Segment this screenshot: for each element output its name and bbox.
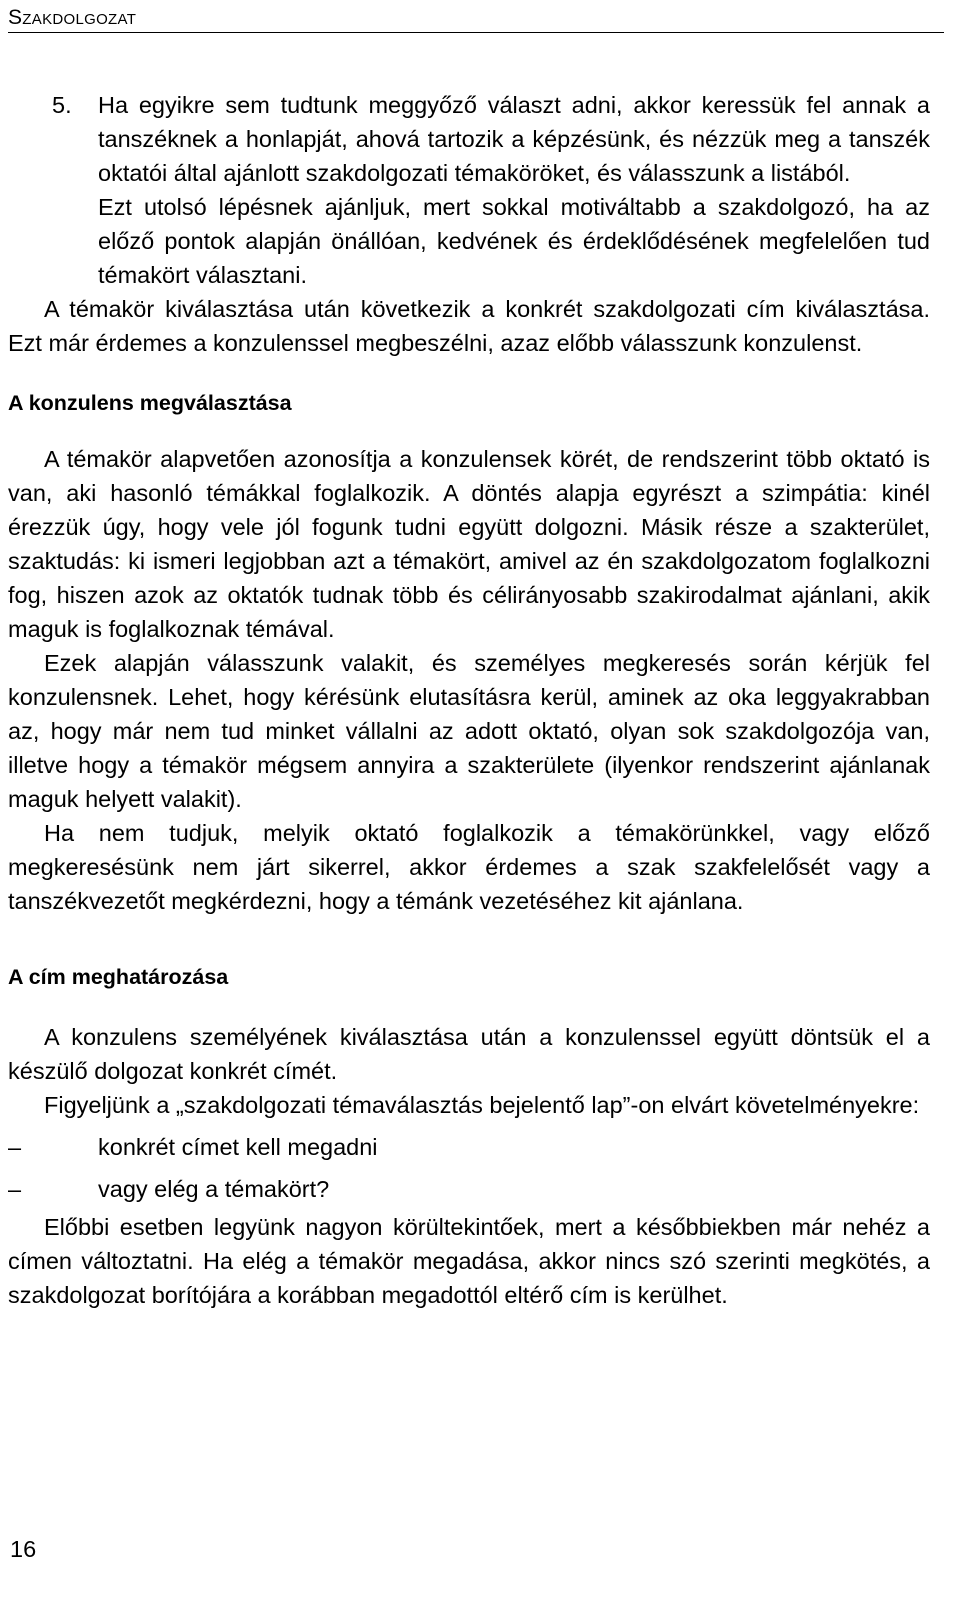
paragraph: Figyeljünk a „szakdolgozati témaválasztás bejelentő lap”-on elvárt követelményekre: (44, 1092, 920, 1118)
list-item (8, 1172, 930, 1206)
list-item-text: vagy elég a témakört? (98, 1176, 330, 1202)
paragraph: Ezek alapján válasszunk valakit, és személyes megkeresés során kérjük fel konzulensnek. Lehet, hogy kérésünk elutasításra kerül, aminek az oka leggyakrabban az, hogy már nem tud minket vállalni az adott oktató, olyan sok szakdolgozója van, illetve hogy a témakör mégsem annyira a szakterülete (ilyenkor rendszerint ajánlanak maguk helyett valakit). (8, 650, 930, 812)
paragraph: A témakör alapvetően azonosítja a konzulensek körét, de rendszerint több oktató is van, aki hasonló témákkal foglalkozik. A döntés alapja egyrészt a szimpátia: kinél érezzük úgy, hogy vele jól fogunk tudni együtt dolgozni. Másik része a szakterület, szaktudás: ki ismeri legjobban azt a témakört, amivel az én szakdolgozatom foglalkozni fog, hiszen azok az oktatók tudnak több és célirányosabb szakirodalmat ajánlani, akik maguk is foglalkoznak témával. (8, 446, 930, 642)
dash-list (8, 1130, 930, 1206)
paragraph: Előbbi esetben legyünk nagyon körültekintőek, mert a későbbiekben már nehéz a címen változtatni. Ha elég a témakör megadása, akkor nincs szó szerinti megkötés, a szakdolgozat borítójára a korábban megadottól eltérő cím is kerülhet. (8, 1214, 930, 1308)
dash-bullet: – (8, 1134, 22, 1160)
list-item (8, 1130, 930, 1164)
running-header (8, 2, 944, 33)
paragraph: A témakör kiválasztása után következik a konkrét szakdolgozati cím kiválasztása. Ezt már érdemes a konzulenssel megbeszélni, azaz előbb válasszunk konzulenst. (8, 296, 930, 356)
section-heading: A konzulens megválasztása (8, 391, 292, 415)
paragraph: A konzulens személyének kiválasztása után a konzulenssel együtt döntsük el a készülő dolgozat konkrét címét. (8, 1024, 930, 1084)
list-item-text: konkrét címet kell megadni (98, 1134, 378, 1160)
page-content (8, 88, 930, 1312)
list-item-note: Ezt utolsó lépésnek ajánljuk, mert sokkal motiváltabb a szakdolgozó, ha az előző pontok alapján önállóan, kedvének és érdeklődésének megfelelően tud témakört választani. (98, 194, 930, 288)
dash-bullet: – (8, 1176, 22, 1202)
list-item-5 (8, 88, 930, 292)
paragraph: Ha nem tudjuk, melyik oktató foglalkozik a témakörünkkel, vagy előző megkeresésünk nem járt sikerrel, akkor érdemes a szak szakfelelősét vagy a tanszékvezetőt megkérdezni, hogy a témánk vezetéséhez kit ajánlana. (8, 820, 930, 914)
header-title: Szakdolgozat (8, 6, 137, 29)
page-number: 16 (10, 1536, 37, 1562)
section-heading: A cím meghatározása (8, 965, 229, 989)
list-item-text: Ha egyikre sem tudtunk meggyőző választ adni, akkor keressük fel annak a tanszéknek a honlapját, ahová tartozik a képzésünk, és nézzük meg a tanszék oktatói által ajánlott szakdolgozati témaköröket, és válasszunk a listából. (98, 92, 930, 186)
list-number: 5. (52, 92, 72, 118)
